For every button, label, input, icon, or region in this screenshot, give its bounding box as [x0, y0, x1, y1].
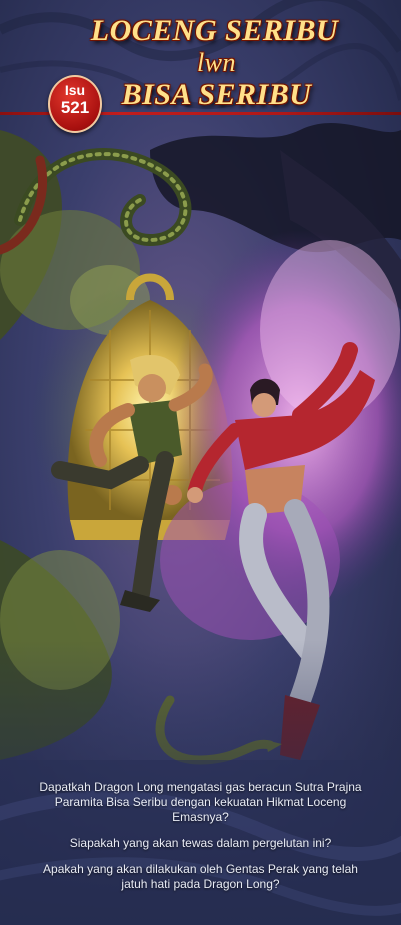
blurb-question-1: Dapatkah Dragon Long mengatasi gas beracun Sutra Prajna Paramita Bisa Seribu dengan kekuatan Hikmat Loceng Emasnya?: [39, 780, 362, 824]
blurb-question-3: Apakah yang akan dilakukan oleh Gentas Perak yang telah jatuh hati pada Dragon Long?: [43, 862, 358, 891]
title-line-2: lwn: [196, 48, 237, 77]
title-line-1: LOCENG SERIBU: [90, 14, 339, 47]
cover-blurb: [0, 780, 401, 903]
issue-label: Isu: [64, 82, 86, 98]
issue-badge: [48, 75, 102, 133]
blurb-question-2: Siapakah yang akan tewas dalam pergelutan ini?: [69, 836, 332, 850]
issue-number: 521: [60, 98, 90, 117]
title-line-3: BISA SERIBU: [121, 78, 312, 111]
